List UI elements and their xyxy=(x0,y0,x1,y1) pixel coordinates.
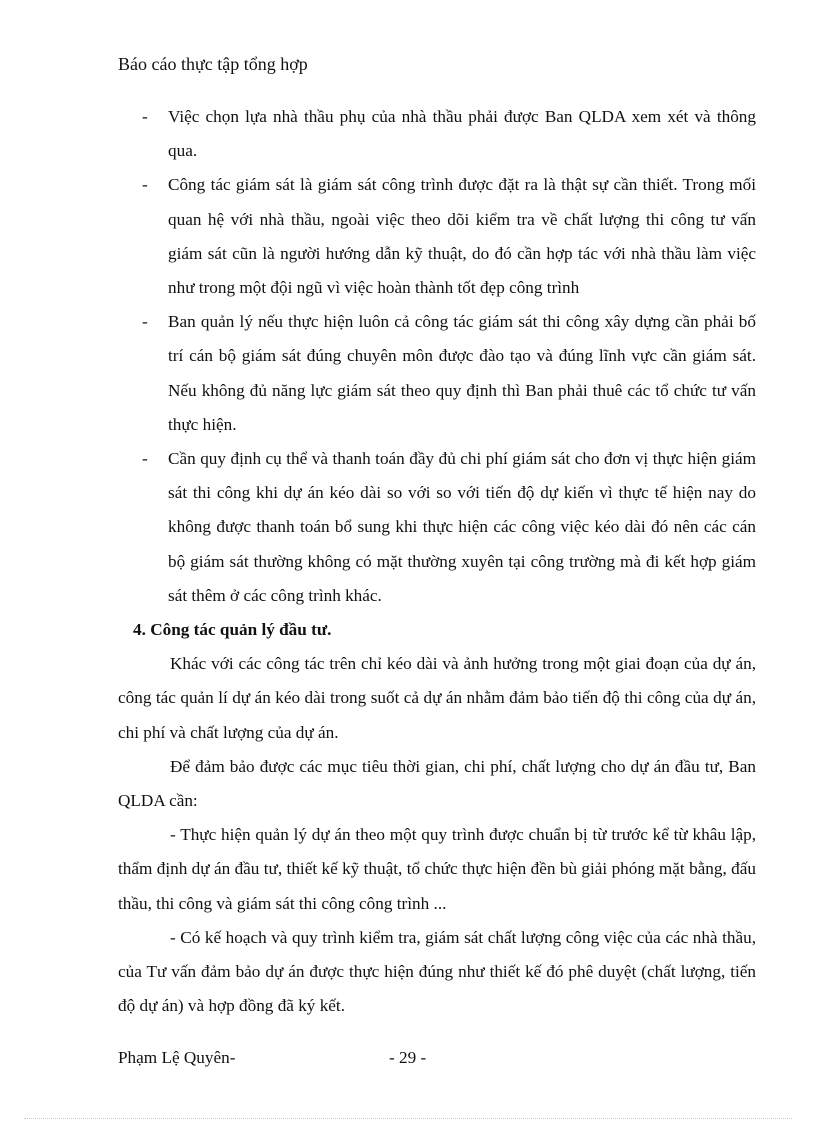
bullet-dash: - xyxy=(142,449,148,469)
paragraph: Khác với các công tác trên chỉ kéo dài và ảnh hưởng trong một giai đoạn của dự án, công tác quản lí dự án kéo dài trong suốt cả dự án nhằm đảm bảo tiến độ thi công của dự án, chi phí và chất lượng của dự án. xyxy=(118,654,756,742)
bullet-dash: - xyxy=(142,312,148,332)
bottom-divider xyxy=(24,1118,792,1119)
bullet-dash: - xyxy=(142,175,148,195)
document-body xyxy=(118,100,756,1023)
bullet-item xyxy=(118,305,756,442)
paragraph: Để đảm bảo được các mục tiêu thời gian, chi phí, chất lượng cho dự án đầu tư, Ban QLDA cần: xyxy=(118,756,756,811)
bullet-text: Ban quản lý nếu thực hiện luôn cả công tác giám sát thi công xây dựng cần phải bố trí cán bộ giám sát đúng chuyên môn được đào tạo và đúng lĩnh vực cần giám sát. Nếu không đủ năng lực giám sát theo quy định thì Ban phải thuê các tổ chức tư vấn thực hiện. xyxy=(168,312,756,434)
bullet-dash: - xyxy=(142,107,148,126)
bullet-list xyxy=(118,100,756,613)
running-header: Báo cáo thực tập tổng hợp xyxy=(118,54,308,74)
bullet-item xyxy=(118,442,756,613)
paragraph: - Thực hiện quản lý dự án theo một quy trình được chuẩn bị từ trước kể từ khâu lập, thẩm định dự án đầu tư, thiết kế kỹ thuật, tổ chức thực hiện đền bù giải phóng mặt bằng, đấu thầu, thi công và giám sát thi công công trình ... xyxy=(118,825,756,913)
footer-author: Phạm Lệ Quyên- xyxy=(118,1048,236,1067)
bullet-item xyxy=(118,100,756,168)
section-heading: 4. Công tác quản lý đầu tư. xyxy=(133,620,332,640)
bullet-text: Công tác giám sát là giám sát công trình được đặt ra là thật sự cần thiết. Trong mối quan hệ với nhà thầu, ngoài việc theo dõi kiểm tra về chất lượng thi công tư vấn giám sát cũn là người hướng dẫn kỹ thuật, do đó cần hợp tác với nhà thầu làm việc như trong một đội ngũ vì việc hoàn thành tốt đẹp công trình xyxy=(168,175,756,298)
paragraph: - Có kế hoạch và quy trình kiểm tra, giám sát chất lượng công việc của các nhà thầu, của Tư vấn đảm bảo dự án được thực hiện đúng như thiết kế đó phê duyệt (chất lượng, tiến độ dự án) và hợp đồng đã ký kết. xyxy=(118,927,756,1016)
bullet-text: Việc chọn lựa nhà thầu phụ của nhà thầu phải được Ban QLDA xem xét và thông qua. xyxy=(168,107,756,161)
bullet-item xyxy=(118,168,756,305)
page-number: - 29 - xyxy=(389,1048,427,1067)
bullet-text: Cần quy định cụ thể và thanh toán đầy đủ chi phí giám sát cho đơn vị thực hiện giám sát thi công khi dự án kéo dài so với so với tiến độ dự kiến vì thực tế hiện nay do không được thanh toán bổ sung khi thực hiện các công việc kéo dài đó nên các cán bộ giám sát thường không có mặt thường xuyên tại công trường mà đi kết hợp giám sát thêm ở các công trình khác. xyxy=(168,449,756,605)
